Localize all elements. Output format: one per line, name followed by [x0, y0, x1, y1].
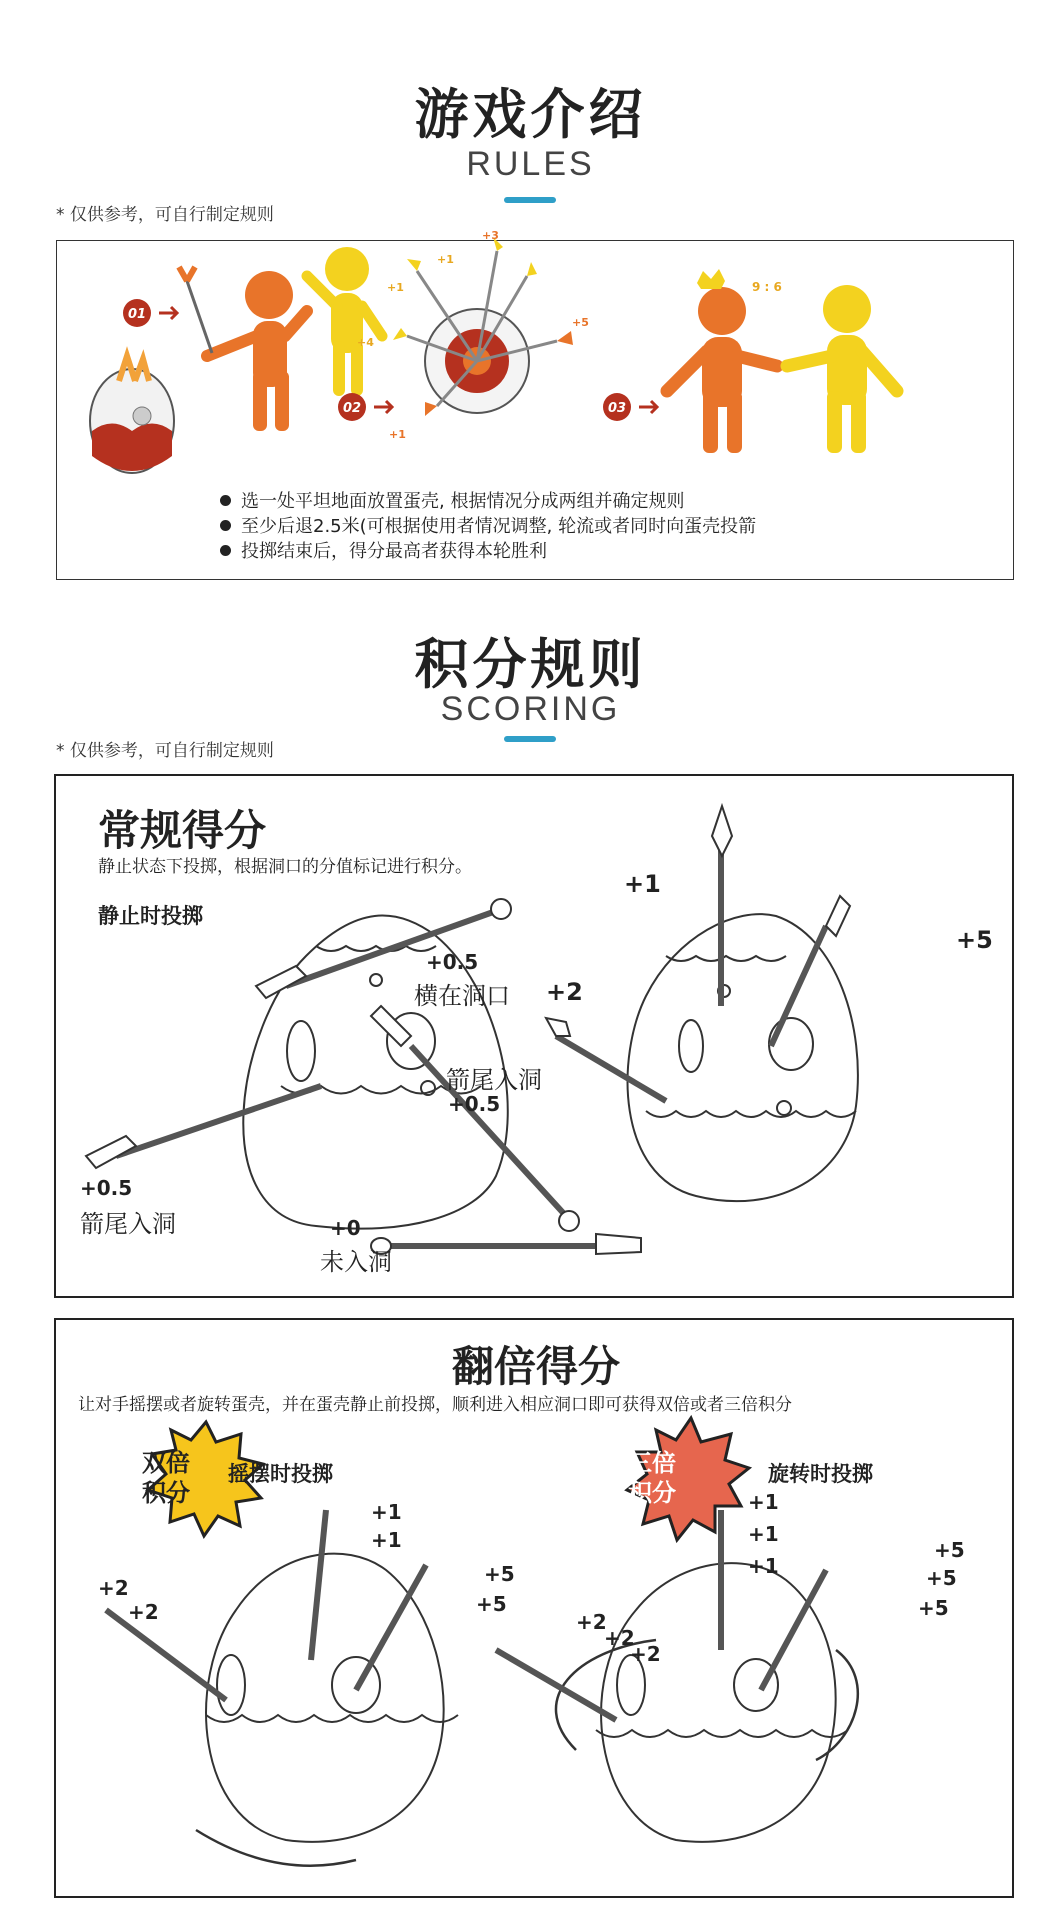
right-plus2-c: +2: [630, 1642, 661, 1666]
regular-title: 常规得分: [98, 806, 267, 855]
double-badge-text: 双倍 积分: [142, 1449, 190, 1507]
left-plus1-b: +1: [371, 1528, 402, 1552]
double-scoring-illustration: [56, 1320, 1016, 1900]
point-label: +3: [482, 229, 499, 242]
right-plus2-b: +2: [604, 1626, 635, 1650]
point-label: +1: [389, 428, 406, 441]
swing-throw-label: 摇摆时投掷: [228, 1462, 333, 1486]
arrow-plus5: [761, 1570, 826, 1690]
point-label: +5: [572, 316, 589, 329]
egg-icon: [90, 356, 174, 473]
step-01-label: 01: [127, 307, 147, 322]
right-plus1-b: +1: [748, 1522, 779, 1546]
regular-desc: 静止状态下投掷，根据洞口的分值标记进行积分。: [98, 857, 472, 877]
horizontal-points: +0.5: [426, 950, 479, 974]
orange-player-figure: [207, 271, 307, 431]
scoring-title: 积分规则: [414, 633, 647, 696]
tail-right-label: 箭尾入洞: [446, 1066, 542, 1094]
yellow-player-figure: [307, 247, 382, 396]
rules-bullet: 投掷结束后，得分最高者获得本轮胜利: [220, 537, 547, 563]
double-desc: 让对手摇摆或者旋转蛋壳，并在蛋壳静止前投掷，顺利进入相应洞口即可获得双倍或者三倍积分: [78, 1395, 792, 1415]
left-plus2-b: +2: [128, 1600, 159, 1624]
egg2-plus1: +1: [624, 870, 661, 898]
rules-bullet: 至少后退2.5米(可根据使用者情况调整, 轮流或者同时向蛋壳投箭: [220, 512, 756, 538]
regular-scoring-illustration: [56, 776, 1016, 1300]
right-plus5-b: +5: [926, 1566, 957, 1590]
right-plus2-a: +2: [576, 1610, 607, 1634]
point-label: +1: [437, 253, 454, 266]
left-plus1-a: +1: [371, 1500, 402, 1524]
rules-bullet: 选一处平坦地面放置蛋壳, 根据情况分成两组并确定规则: [220, 487, 684, 513]
egg2-plus5: +5: [956, 926, 993, 954]
left-plus2-a: +2: [98, 1576, 129, 1600]
egg-icon: [196, 1554, 458, 1866]
step-03-label: 03: [607, 401, 627, 416]
winner-figure: [667, 287, 777, 453]
scoring-note: * 仅供参考，可自行制定规则: [56, 741, 274, 761]
double-title: 翻倍得分: [451, 1342, 620, 1391]
rules-title-underline: [504, 197, 556, 203]
arrow-tail-left: [116, 1086, 321, 1156]
tail-left-label: 箭尾入洞: [80, 1210, 176, 1238]
arrow-plus1: [311, 1510, 326, 1660]
loser-figure: [787, 285, 897, 453]
arrow-plus5: [771, 926, 826, 1046]
right-plus5-a: +5: [934, 1538, 965, 1562]
rules-note: * 仅供参考，可自行制定规则: [56, 205, 274, 225]
point-label: +4: [357, 336, 374, 349]
scoring-title-underline: [504, 736, 556, 742]
arrow-horizontal: [286, 911, 496, 986]
tail-left-points: +0.5: [80, 1176, 133, 1200]
rules-title: 游戏介绍: [414, 83, 647, 146]
regular-scoring-panel: [54, 774, 1014, 1298]
right-plus1-a: +1: [748, 1490, 779, 1514]
step-02-label: 02: [342, 401, 362, 416]
tail-right-points: +0.5: [448, 1092, 501, 1116]
triple-badge-text: 三倍 积分: [628, 1449, 676, 1507]
left-plus5-b: +5: [476, 1592, 507, 1616]
scoring-subtitle: SCORING: [440, 690, 621, 728]
rotate-throw-label: 旋转时投掷: [768, 1462, 873, 1486]
crown-icon: [697, 269, 725, 289]
right-plus1-c: +1: [748, 1554, 779, 1578]
egg2-plus2: +2: [546, 978, 583, 1006]
static-throw-label: 静止时投掷: [98, 904, 203, 928]
score-display: 9 : 6: [752, 280, 782, 294]
miss-label: 未入洞: [320, 1248, 392, 1276]
target-egg-top-view: [393, 237, 573, 416]
double-scoring-panel: [54, 1318, 1014, 1898]
rules-subtitle: RULES: [466, 145, 595, 183]
right-plus5-c: +5: [918, 1596, 949, 1620]
arrow-plus2: [106, 1610, 226, 1700]
egg-icon: [556, 1563, 858, 1842]
arrow-plus2: [556, 1036, 666, 1101]
point-label: +1: [387, 281, 404, 294]
horizontal-label: 横在洞口: [414, 982, 510, 1010]
rules-panel: [56, 229, 1014, 580]
egg-icon: [628, 914, 858, 1201]
arrow-plus5: [356, 1565, 426, 1690]
miss-points: +0: [330, 1216, 361, 1240]
left-plus5-a: +5: [484, 1562, 515, 1586]
